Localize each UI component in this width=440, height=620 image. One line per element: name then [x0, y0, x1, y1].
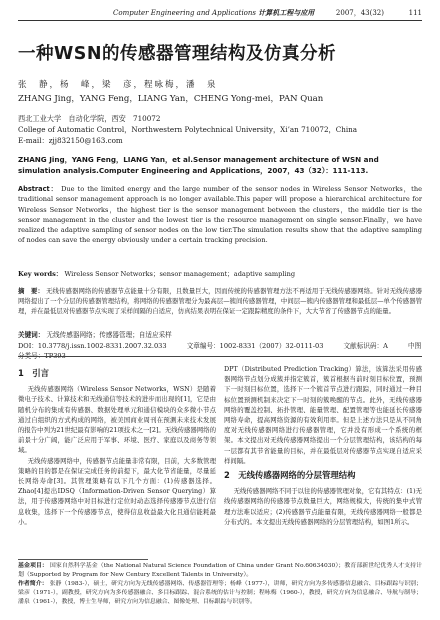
keywords-en: [18, 268, 422, 278]
keywords-en-text: Wireless Sensor Networks；sensor management；adaptive sampling: [64, 270, 296, 278]
document-code: 文献标识码：A: [343, 341, 388, 350]
journal-name: [113, 6, 314, 20]
abstract-cn-text: 无线传感器网络的传感器节点能量十分有限，且数量巨大，因而传统的传感器管理方法不再适用于无线传感器网络。针对无线传感器网络提出了一个分层的传感器管理结构，将网络的传感器管理分为最高层—簇间传感器管理，中间层—簇内传感器管理和最低层—单个传感器管理，并在最低层对传感器节点实现了采样间隔的自适应，仿真结果表明在保证一定跟踪精度的条件下，大大节省了传感器节点的能量。: [18, 287, 422, 316]
section-heading-architecture: 2 无线传感器网络的分层管理结构: [224, 470, 356, 481]
doi: DOI：10.3778/j.issn.1002-8331.2007.32.033: [18, 341, 167, 350]
abstract-cn: [18, 286, 422, 317]
volume-info: 2007，43(32): [335, 9, 384, 17]
abstract-cn-label: 摘 要：: [18, 287, 44, 295]
meta-row: [18, 341, 422, 362]
divider: [18, 356, 422, 357]
footnote-fund-text: 国家自然科学基金（the National Natural Science Foundation of China under Grant No.60634030）；教育部新世纪优秀人才支持计划（Supported by Program for New Century Excellent Talents in University）。: [18, 563, 423, 578]
footnote-rule: [18, 559, 148, 560]
body-paragraph: 无线传感器网络（Wireless Sensor Networks，WSN）是随着微电子技术、计算技术和无线通信等技术的进步而出现的[1]，它是由随机分布的集成有传感器、数据处理单元和通信模块的众多微小节点通过自组织的方式构成的网络，被美国商业周刊在预测未来技术发展的报告中列为21世纪最有影响的21项技术之一[2]。无线传感器网络的前景十分广阔，能广泛应用于军事、环境、医疗、家庭以及商务等领域。: [18, 385, 216, 455]
journal-name-cn: 计算机工程与应用: [258, 9, 315, 17]
keywords-cn-label: 关键词：: [18, 331, 45, 339]
affiliation-cn: 西北工业大学 自动化学院，西安 710072: [18, 114, 161, 123]
keywords-en-label: Key words：: [18, 270, 63, 278]
abstract-en: [18, 184, 422, 246]
section-heading-intro: 1 引言: [18, 368, 49, 378]
footnote-author-text: 张静（1983-），硕士，研究方向为无线传感器网络、传感器管理等；杨峰（1977-），讲师，研究方向为多传感器信息融合、目标跟踪与识别；梁彦（1971-），副教授，研究方向为多传感器融合、多目标跟踪、混合系统的估计与控制；程咏梅（1960-），教授，研究方向为信息融合、导航与制导；潘泉（1961-），教授，博士生导师，研究方向为信息融合、图像处理、目标跟踪与识别等。: [18, 581, 423, 605]
abstract-en-text: Due to the limited energy and the large number of the sensor nodes in Wireless Sensor Networks，the traditional sensor management approach is no longer available.This paper will propose a hierarchical architecture for Wireless Sensor Networks，the highest tier is the sensor management between the clusters，the middle tier is the sensor management in the cluster and the lowest tier is the resource management on single sensor.Finally，we have realized the adaptive sampling of sensor nodes on the low tier.The simulation results show that the adaptive sampling of nodes can save the energy obviously under a certain tracking precision.: [18, 185, 422, 245]
authors-cn: 张 静，杨 峰，梁 彦，程咏梅，潘 泉: [18, 80, 218, 90]
affiliation: [18, 113, 357, 146]
footnote-fund: [18, 562, 422, 580]
running-header: [18, 6, 422, 21]
citation: ZHANG Jing，YANG Feng，LIANG Yan，et al.Sensor management architecture of WSN and simulation analysis.Computer Engineering and Applications，2007，43（32）：111-113.: [18, 155, 379, 175]
footnotes: [18, 562, 422, 607]
footnote-author: [18, 580, 422, 607]
journal-name-en: Computer Engineering and Applications: [113, 9, 256, 17]
footnote-author-label: 作者简介：: [18, 581, 48, 587]
body-paragraph: DPT（Distributed Prediction Tracking）算法，该算法采用传感器网络节点划分成簇并指定簇首，簇首根据当前时刻目标位置，预测下一时刻目标位置，选择下一个簇首节点进行跟踪，同时通过一种目标位置预测机制来决定下一时刻的簇唤醒的节点。此外，无线传感器网络的覆盖控制、拓扑管理、能量管理、配置管理等也能延长传感器网络寿命，提高网络资源的有效利用率。但是上述方法只是从不同角度对无线传感器网络进行传感器管理，它并没有形成一个系统的框架。本文提出对无线传感器网络提出一个分层管理结构，该结构的每一层都有其节省能量的目标，并在最低层对传感器节点实现自适应采样间隔。: [224, 365, 422, 465]
clc-number: 中图分类号：TP393: [18, 341, 422, 360]
paper-title: 一种WSN的传感器管理结构及仿真分析: [18, 44, 337, 64]
keywords-cn: [18, 330, 422, 341]
body-paragraph: 无线传感器网络中，传感器节点能量非常有限，目前，大多数管理策略的目的都是在保证完成任务的前提下，最大化节省能量，尽量延长网络寿命[3]。其管理策略有以下几个方面：(1)传感器选择。Zhao[4]提出IDSQ（Information-Driven Sensor Querying）算法，用于传感器网络中对目标进行定位时动态选择传感器节点进行信息收集，选择下一个传感器节点，使得信息收益最大化且通信能耗最小。: [18, 456, 216, 526]
page-number: 111: [408, 9, 422, 17]
body-paragraph: 无线传感器网络不同于以往的传感器管理对象，它有其特点：(1)无线传感器网络的传感器节点数量巨大，网络规模大，传统的集中式管理方法难以适应；(2)传感器节点能量有限，无线传感器网络一般都是分布式的。本文提出无线传感器网络的分层管理结构，如图1所示。: [224, 487, 422, 526]
abstract-en-label: Abstract：: [18, 185, 59, 193]
article-number: 文章编号：1002-8331（2007）32-0111-03: [186, 341, 324, 350]
authors-en: ZHANG Jing，YANG Feng，LIANG Yan，CHENG Yong-mei，PAN Quan: [18, 94, 324, 104]
keywords-cn-text: 无线传感器网络；传感器管理；自适应采样: [46, 331, 172, 339]
affiliation-en: College of Automatic Control，Northwestern Polytechnical University，Xi’an 710072，China: [18, 125, 358, 134]
body-column-right: [224, 364, 422, 527]
footnote-fund-label: 基金项目：: [18, 563, 48, 569]
body-column-left: [18, 364, 216, 527]
author-email: E-mail：zjj832150@163.com: [18, 136, 123, 145]
